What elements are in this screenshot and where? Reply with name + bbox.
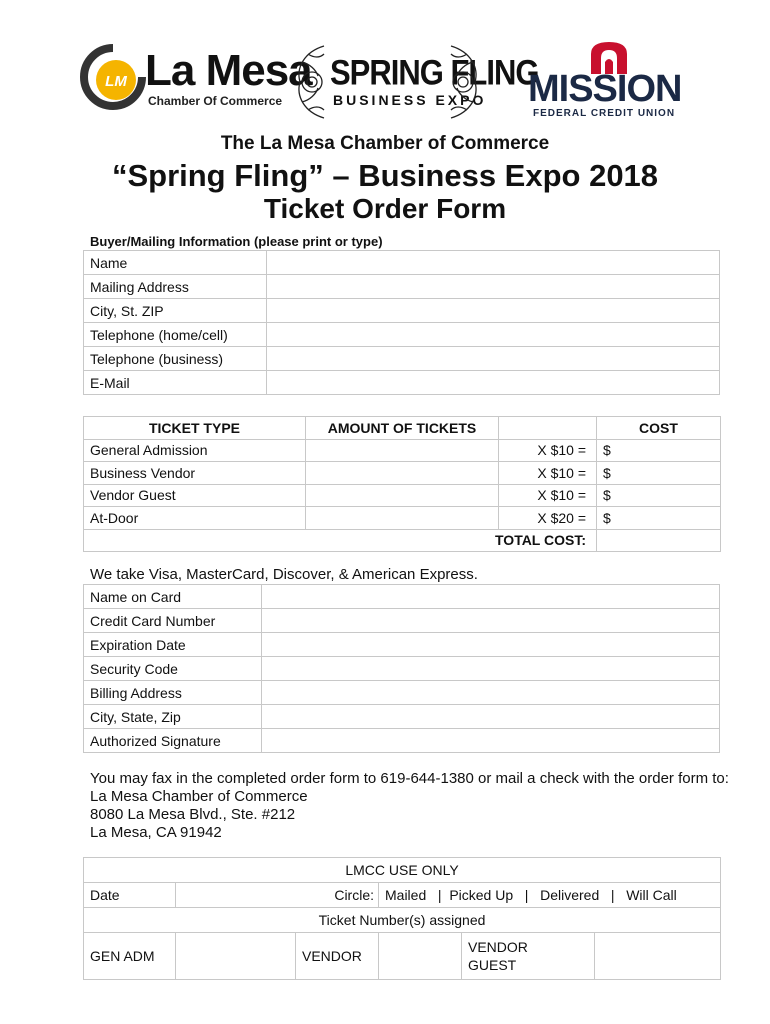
vendor-numbers-field[interactable]	[379, 933, 462, 980]
total-cost-label: TOTAL COST:	[84, 529, 597, 552]
vendor-guest-cost[interactable]: $	[597, 484, 721, 507]
field-label: Security Code	[84, 657, 262, 681]
expiration-date-field[interactable]	[262, 633, 720, 657]
ticket-type: Vendor Guest	[84, 484, 306, 507]
name-field[interactable]	[267, 251, 720, 275]
gen-adm-numbers-field[interactable]	[176, 933, 296, 980]
address-line: La Mesa, CA 91942	[90, 824, 222, 841]
field-label: Name on Card	[84, 585, 262, 609]
header-spacer	[499, 417, 597, 440]
billing-address-field[interactable]	[262, 681, 720, 705]
business-vendor-cost[interactable]: $	[597, 462, 721, 485]
mission-logo-subtitle: FEDERAL CREDIT UNION	[533, 108, 676, 119]
telephone-business-field[interactable]	[267, 347, 720, 371]
city-state-zip-field[interactable]	[267, 299, 720, 323]
vendor-guest-quantity[interactable]	[306, 484, 499, 507]
ticket-row	[84, 484, 721, 507]
vendor-guest-line: VENDOR	[468, 939, 528, 955]
security-code-field[interactable]	[262, 657, 720, 681]
date-label: Date	[84, 883, 176, 908]
mailing-address-field[interactable]	[267, 275, 720, 299]
svg-text:LM: LM	[105, 73, 127, 90]
buyer-row-email	[84, 371, 720, 395]
field-label: E-Mail	[84, 371, 267, 395]
field-label: City, State, Zip	[84, 705, 262, 729]
buyer-row-name	[84, 251, 720, 275]
name-on-card-field[interactable]	[262, 585, 720, 609]
field-label: Telephone (home/cell)	[84, 323, 267, 347]
email-field[interactable]	[267, 371, 720, 395]
form-title: Ticket Order Form	[263, 193, 507, 224]
ticket-price: X $10 =	[499, 462, 597, 485]
buyer-info-table	[83, 250, 720, 395]
ticket-price: X $20 =	[499, 507, 597, 530]
card-number-field[interactable]	[262, 609, 720, 633]
ticket-row	[84, 462, 721, 485]
field-label: Name	[84, 251, 267, 275]
la-mesa-chamber-logo	[80, 42, 312, 112]
right-floral-ornament-icon	[447, 42, 485, 122]
la-mesa-emblem-icon	[80, 44, 146, 110]
spring-fling-logo-subtitle: BUSINESS EXPO	[333, 92, 487, 108]
event-title: “Spring Fling” – Business Expo 2018	[111, 158, 659, 193]
general-admission-quantity[interactable]	[306, 439, 499, 462]
ticket-row	[84, 507, 721, 530]
field-label: Expiration Date	[84, 633, 262, 657]
buyer-row-city	[84, 299, 720, 323]
payment-methods-note: We take Visa, MasterCard, Discover, & American Express.	[90, 566, 478, 583]
ticket-row	[84, 439, 721, 462]
field-label: City, St. ZIP	[84, 299, 267, 323]
office-use-table	[83, 857, 721, 980]
general-admission-cost[interactable]: $	[597, 439, 721, 462]
total-row	[84, 529, 721, 552]
vendor-guest-numbers-field[interactable]	[595, 933, 721, 980]
buyer-row-address	[84, 275, 720, 299]
address-line: 8080 La Mesa Blvd., Ste. #212	[90, 806, 296, 823]
field-label: Billing Address	[84, 681, 262, 705]
vendor-label: VENDOR	[296, 933, 379, 980]
at-door-cost[interactable]: $	[597, 507, 721, 530]
spring-fling-logo-title: SPRING FLING	[330, 52, 539, 93]
spring-fling-logo	[290, 42, 539, 122]
field-label: Credit Card Number	[84, 609, 262, 633]
telephone-home-field[interactable]	[267, 323, 720, 347]
la-mesa-logo-name: La Mesa	[145, 46, 312, 95]
mailing-instructions	[90, 770, 729, 842]
at-door-quantity[interactable]	[306, 507, 499, 530]
amount-header: AMOUNT OF TICKETS	[306, 417, 499, 440]
ticket-order-table	[83, 416, 721, 552]
total-cost-field[interactable]	[597, 529, 721, 552]
business-vendor-quantity[interactable]	[306, 462, 499, 485]
mission-federal-logo	[525, 40, 690, 120]
delivery-options[interactable]: Mailed | Picked Up | Delivered | Will Call	[379, 883, 721, 908]
circle-label: Circle:	[176, 883, 379, 908]
buyer-row-phone-home	[84, 323, 720, 347]
la-mesa-logo-subtitle: Chamber Of Commerce	[148, 94, 283, 108]
mission-logo-name: MISSION	[528, 68, 682, 110]
credit-card-table	[83, 584, 720, 753]
ticket-type: At-Door	[84, 507, 306, 530]
ticket-type-header: TICKET TYPE	[84, 417, 306, 440]
ticket-price: X $10 =	[499, 484, 597, 507]
ticket-type: Business Vendor	[84, 462, 306, 485]
address-line: La Mesa Chamber of Commerce	[90, 788, 308, 805]
authorized-signature-field[interactable]	[262, 729, 720, 753]
fax-instruction: You may fax in the completed order form to 619-644-1380 or mail a check with the order form to:	[90, 770, 729, 787]
office-use-title: LMCC USE ONLY	[84, 858, 721, 883]
ticket-header-row	[84, 417, 721, 440]
ticket-price: X $10 =	[499, 439, 597, 462]
field-label: Authorized Signature	[84, 729, 262, 753]
field-label: Mailing Address	[84, 275, 267, 299]
gen-adm-label: GEN ADM	[84, 933, 176, 980]
vendor-guest-label	[462, 933, 595, 980]
field-label: Telephone (business)	[84, 347, 267, 371]
organization-heading: The La Mesa Chamber of Commerce	[220, 133, 550, 154]
ticket-type: General Admission	[84, 439, 306, 462]
cost-header: COST	[597, 417, 721, 440]
left-floral-ornament-icon	[290, 42, 328, 122]
ticket-numbers-label: Ticket Number(s) assigned	[84, 908, 721, 933]
buyer-section-label: Buyer/Mailing Information (please print or type)	[90, 234, 383, 249]
billing-city-state-zip-field[interactable]	[262, 705, 720, 729]
buyer-row-phone-business	[84, 347, 720, 371]
vendor-guest-line: GUEST	[468, 957, 517, 973]
